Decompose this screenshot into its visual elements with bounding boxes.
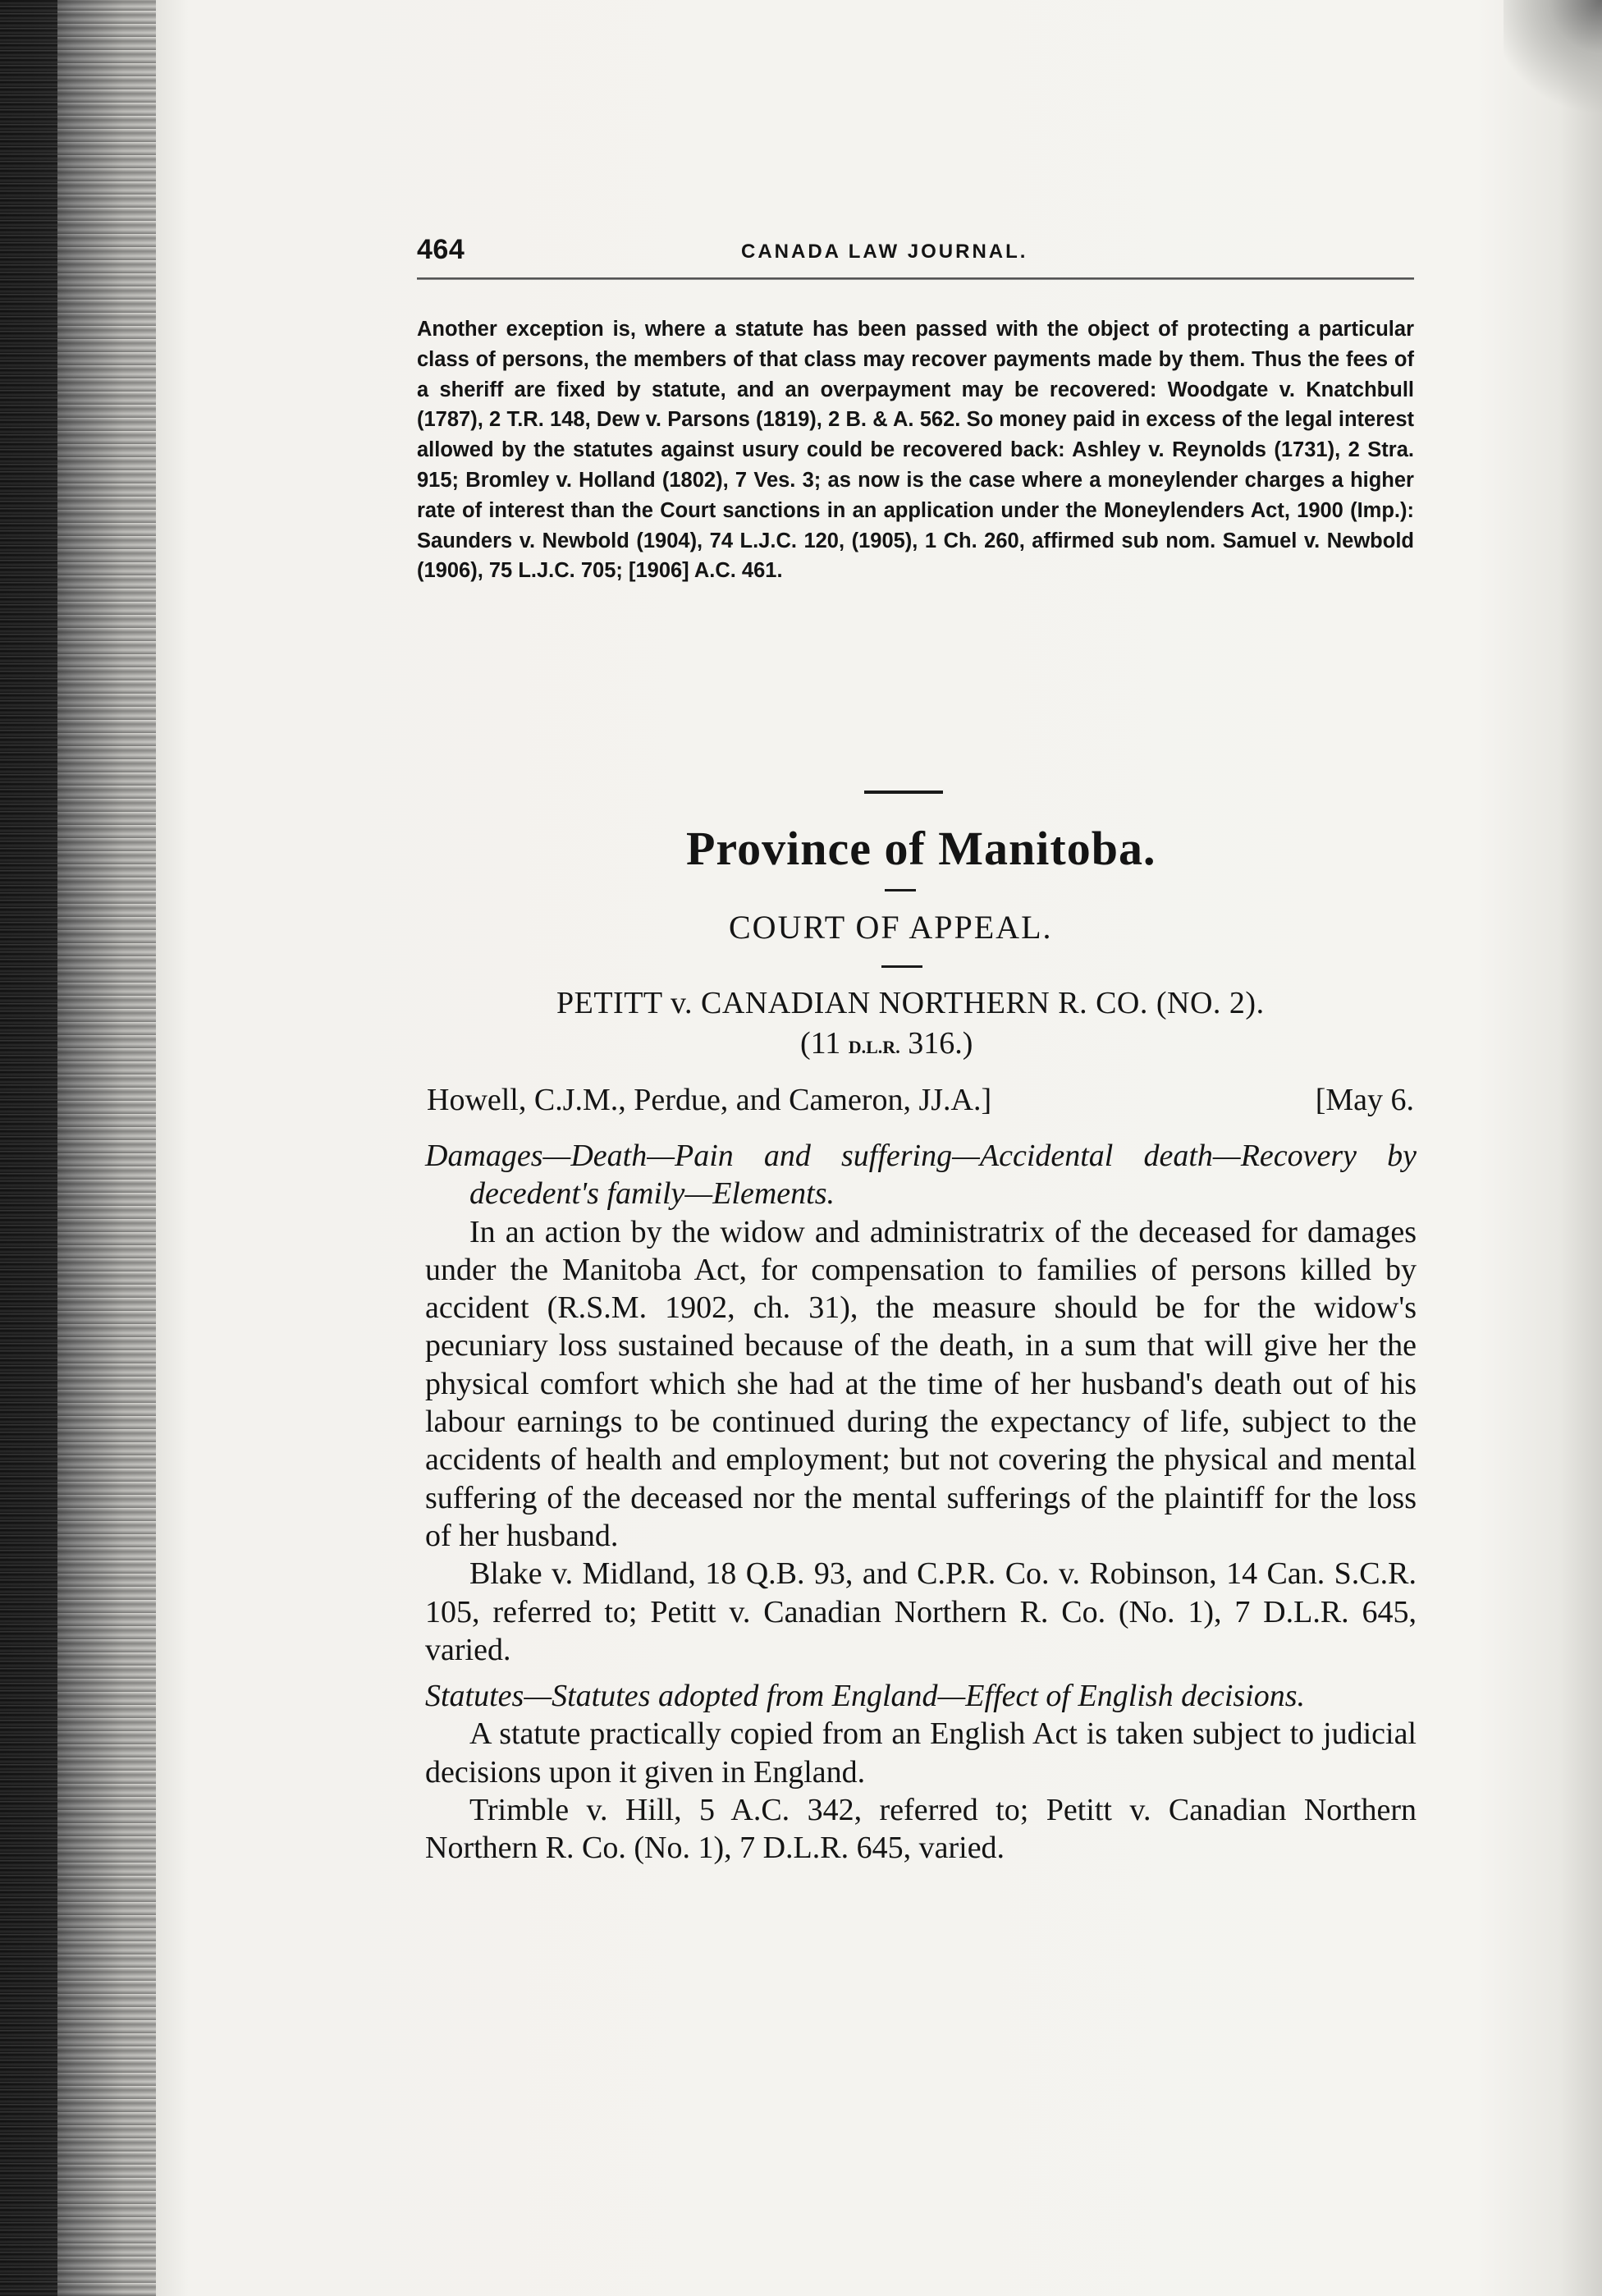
headnote-heading: Damages—Death—Pain and suffering—Accidental death—Recovery by decedent's family—Elements. — [425, 1139, 1417, 1212]
court-heading: COURT OF APPEAL. — [729, 909, 1053, 946]
citation-open: (11 — [800, 1026, 849, 1061]
headnote-paragraph: Blake v. Midland, 18 Q.B. 93, and C.P.R. Co. v. Robinson, 14 Can. S.C.R. 105, referred to; Petitt v. Canadian Northern R. Co. (No. 1), 7 D.L.R. 645, varied. — [425, 1556, 1417, 1667]
headnote-paragraph: Trimble v. Hill, 5 A.C. 342, referred to; Petitt v. Canadian Northern Northern R. Co. (No. 1), 7 D.L.R. 645, varied. — [425, 1793, 1417, 1866]
headnote-paragraph: A statute practically copied from an English Act is taken subject to judicial decisions upon it given in England. — [425, 1716, 1417, 1790]
running-title: CANADA LAW JOURNAL. — [741, 241, 1028, 263]
citation-report: D.L.R. — [848, 1037, 900, 1057]
headnotes-body — [425, 1137, 1417, 1868]
headnote-heading: Statutes—Statutes adopted from England—Effect of English decisions. — [425, 1679, 1306, 1714]
spacer — [425, 1669, 1417, 1677]
corner-wear — [1504, 0, 1602, 115]
decision-date: [May 6. — [1315, 1083, 1414, 1117]
page-number: 464 — [417, 234, 465, 265]
book-spine-shadow — [0, 0, 57, 2296]
continued-article-text — [417, 314, 1414, 586]
case-citation — [800, 1025, 973, 1061]
gutter-shadow — [57, 0, 156, 2296]
running-header — [417, 234, 1414, 272]
court-rule — [881, 965, 922, 968]
case-title: PETITT v. CANADIAN NORTHERN R. CO. (NO. 2). — [556, 986, 1265, 1020]
continued-paragraph: Another exception is, where a statute has been passed with the object of protecting a particular class of persons, the members of that class may recover payments made by them. Thus the fees of a sheriff are fixed by statute, and an overpayment may be recovered: Woodgate v. Knatchbull (1787), 2 T.R. 148, Dew v. Parsons (1819), 2 B. & A. 562. So money paid in excess of the legal interest allowed by the statutes against usury could be recovered back: Ashley v. Reynolds (1731), 2 Stra. 915; Bromley v. Holland (1802), 7 Ves. 3; as now is the case where a moneylender charges a higher rate of interest than the Court sanctions in an application under the Moneylenders Act, 1900 (Imp.): Saunders v. Newbold (1904), 74 L.J.C. 120, (1905), 1 Ch. 260, affirmed sub nom. Samuel v. Newbold (1906), 75 L.J.C. 705; [1906] A.C. 461. — [417, 318, 1414, 583]
judges-line — [427, 1082, 1414, 1123]
header-rule — [417, 277, 1414, 280]
heading-rule-short — [885, 889, 916, 891]
citation-close: 316.) — [899, 1026, 973, 1061]
section-separator — [864, 791, 943, 794]
judges-names: Howell, C.J.M., Perdue, and Cameron, JJ.A.] — [427, 1083, 992, 1117]
headnote-paragraph: In an action by the widow and administratrix of the deceased for damages under the Manitoba Act, for compensation to families of persons killed by accident (R.S.M. 1902, ch. 31), the measure should be for the widow's pecuniary loss sustained because of the death, in a sum that will give her the physical comfort which she had at the time of her husband's death out of his labour earnings to be continued during the expectancy of life, subject to the accidents of health and employment; but not covering the physical and mental suffering of the deceased nor the mental sufferings of the plaintiff for the loss of her husband. — [425, 1214, 1417, 1553]
province-heading: Province of Manitoba. — [686, 822, 1156, 875]
